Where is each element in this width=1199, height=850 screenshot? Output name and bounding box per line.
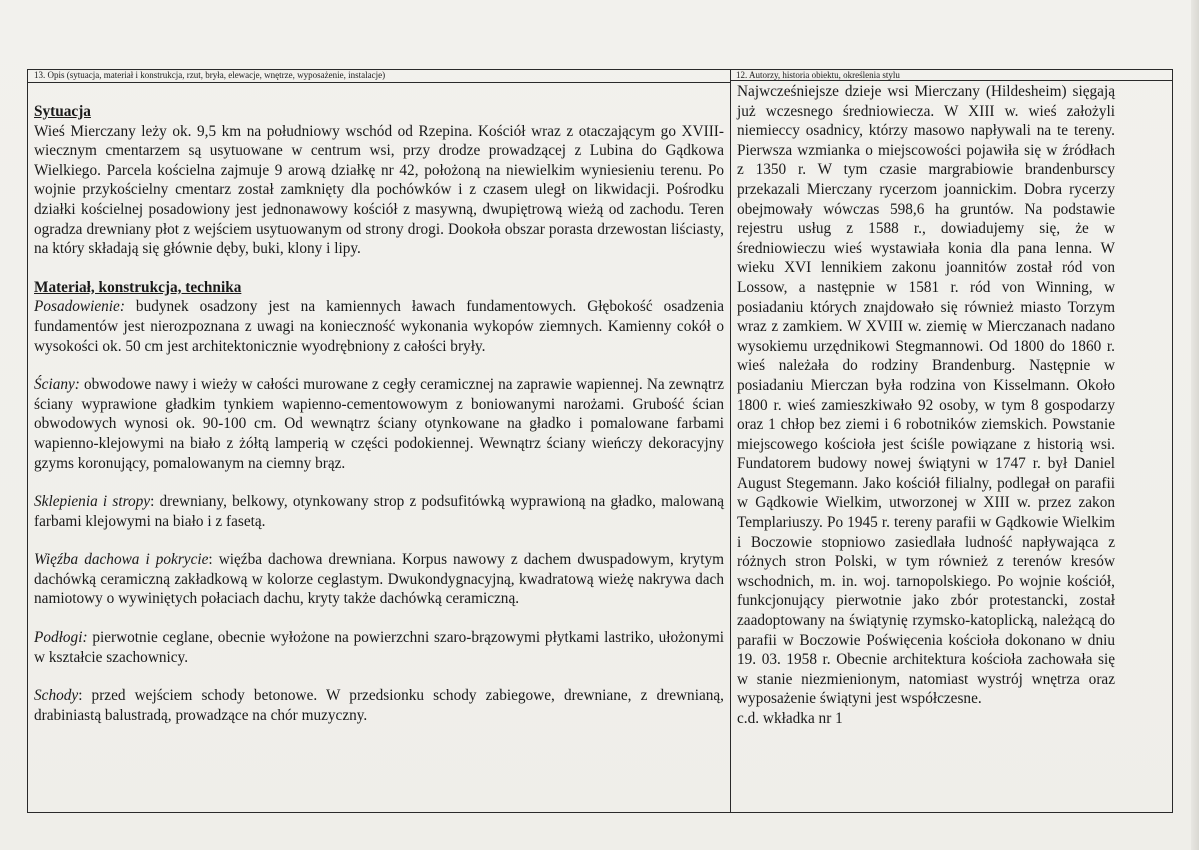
sytuacja-heading: Sytuacja <box>34 103 91 120</box>
section-13-body <box>34 102 724 744</box>
page-edge-shadow <box>1191 0 1199 850</box>
section-12-header: 12. Autorzy, historia obiektu, określenia stylu <box>736 70 900 80</box>
podlogi-label: Podłogi: <box>34 629 88 647</box>
posadowienie-text: budynek osadzony jest na kamiennych ławach fundamentowych. Głębokość osadzenia fundamentów jest nierozpoznana z uwagi na konieczność wykonania wykopów ziemnych. Kamienny cokół o wysokości ok. 50 cm jest architektonicznie wyodrębniony z całości bryły. <box>34 298 724 355</box>
wiezba-text: : więźba dachowa drewniana. Korpus nawowy z dachem dwuspadowym, krytym dachówką ceramiczną zakładkową w kolorze ceglastym. Dwukondygnacyjną, kwadratową wieżę nakrywa dach namiotowy o wywiniętych połaciach dachu, kryty także dachówką ceramiczną. <box>34 551 724 608</box>
sytuacja-section <box>34 102 724 259</box>
sciany-text: obwodowe nawy i wieży w całości murowane z cegły ceramicznej na zaprawie wapiennej. Na zewnątrz ściany wyprawione gładkim tynkiem wapienno-cementowowym z boniowanymi narożami. Grubość ścian obwodowych wynosi ok. 90-100 cm. Od wewnątrz ściany otynkowane na gładko i pomalowane farbami wapienno-klejowymi na biało z żółtą lamperią w części podokiennej. Wewnątrz ściany wieńczy dekoracyjny gzyms koronujący, pomalowanym na ciemny brąz. <box>34 376 724 472</box>
column-divider <box>730 69 731 813</box>
sklepienia-text: : drewniany, belkowy, otynkowany strop z podsufitówką wyprawioną na gładko, malowaną farbami klejowymi na biało i z fasetą. <box>34 493 724 530</box>
section-13-header: 13. Opis (sytuacja, materiał i konstrukcja, rzut, bryła, elewacje, wnętrze, wyposażenie, instalacje) <box>34 70 386 80</box>
posadowienie-paragraph <box>34 297 724 356</box>
sytuacja-text: Wieś Mierczany leży ok. 9,5 km na południowy wschód od Rzepina. Kościół wraz z otaczającym go XVIII-wiecznym cmentarzem są usytuowane w centrum wsi, przy drodze prowadzącej z Lubina do Gądkowa Wielkiego. Parcela kościelna zajmuje 9 arową działkę nr 42, położoną na niewielkim wyniesieniu terenu. Po wojnie przykościelny cmentarz został zamknięty dla pochówków i z czasem uległ on likwidacji. Pośrodku działki kościelnej posadowiony jest jednonawowy kościół z masywną, dwupiętrową wieżą od zachodu. Teren ogradza drewniany płot z wejściem usytuowanym od strony drogi. Dookoła obszar porasta drzewostan liściasty, na który składają się głównie dęby, buki, klony i lipy. <box>34 122 724 258</box>
wiezba-label: Więźba dachowa i pokrycie <box>34 551 209 569</box>
sklepienia-label: Sklepienia i stropy <box>34 493 151 511</box>
schody-paragraph <box>34 686 724 725</box>
continuation-note: c.d. wkładka nr 1 <box>737 710 843 727</box>
material-heading: Materiał, konstrukcja, technika <box>34 278 242 296</box>
history-text: Najwcześniejsze dzieje wsi Mierczany (Hildesheim) sięgają już wczesnego średniowiecza. W XIII w. wieś założyli niemieccy osadnicy, którzy masowo napływali na te tereny. Pierwsza wzmianka o miejscowości pojawiła się w źródłach z 1350 r. W tym czasie margrabiowie brandenburscy przekazali Mierczany rycerzom joannickim. Dobra rycerzy obejmowały wówczas 598,6 ha gruntów. Na podstawie rejestru usług z 1588 r., dowiadujemy się, że w średniowieczu wieś wystawiała konia dla pana lenna. W wieku XVI lennikiem zakonu joannitów został ród von Lossow, a następnie w 1581 r. ród von Winning, w posiadaniu których znajdowało się również miasto Torzym wraz z zamkiem. W XVIII w. ziemię w Mierczanach nadano wysokiemu urzędnikowi Stegmannowi. Od 1800 do 1860 r. wieś należała do rodziny Brandenburg. Następnie w posiadaniu Mierczan była rodzina von Kisselmann. Około 1800 r. wieś zamieszkiwało 92 osoby, w tym 8 gospodarzy oraz 1 chłop bez ziemi i 6 robotników ziemskich. Powstanie miejscowego kościoła jest ściśle powiązane z historią wsi. Fundatorem budowy nowej świątyni w 1747 r. był Daniel August Stegemann. Jako kościół filialny, podlegał on parafii w Gądkowie Wielkim, utworzonej w XIII w. przez zakon Templariuszy. Po 1945 r. tereny parafii w Gądkowie Wielkim i Boczowie stopniowo zasiedlała ludność napływająca z różnych stron Polski, w tym również z terenów kresów wschodnich, m. in. woj. tarnopolskiego. Po wojnie kościół, funkcjonujący pierwotnie jako zbór protestancki, został zaadoptowany na świątynię rzymsko-katoplicką, należącą do parafii w Boczowie Poświęcenia kościoła dokonano w dniu 19. 03. 1958 r. Obecnie architektura kościoła zachowała się w stanie niezmienionym, natomiast wystrój wnętrza oraz wyposażenie świątyni jest współczesne. <box>737 83 1115 708</box>
posadowienie-label: Posadowienie: <box>34 298 125 316</box>
podlogi-paragraph <box>34 628 724 667</box>
header-rule-left <box>27 82 730 83</box>
schody-text: : przed wejściem schody betonowe. W przedsionku schody zabiegowe, drewniane, z drewnianą, drabiniastą balustradą, prowadzące na chór muzyczny. <box>34 687 724 724</box>
schody-label: Schody <box>34 687 79 705</box>
sciany-paragraph <box>34 375 724 473</box>
sklepienia-paragraph <box>34 492 724 531</box>
sciany-label: Ściany: <box>34 376 80 394</box>
material-section <box>34 278 724 726</box>
wiezba-paragraph <box>34 550 724 609</box>
podlogi-text: pierwotnie ceglane, obecnie wyłożone na powierzchni szaro-brązowymi płytkami lastriko, ułożonymi w kształcie szachownicy. <box>34 629 724 666</box>
section-12-body <box>737 82 1115 729</box>
